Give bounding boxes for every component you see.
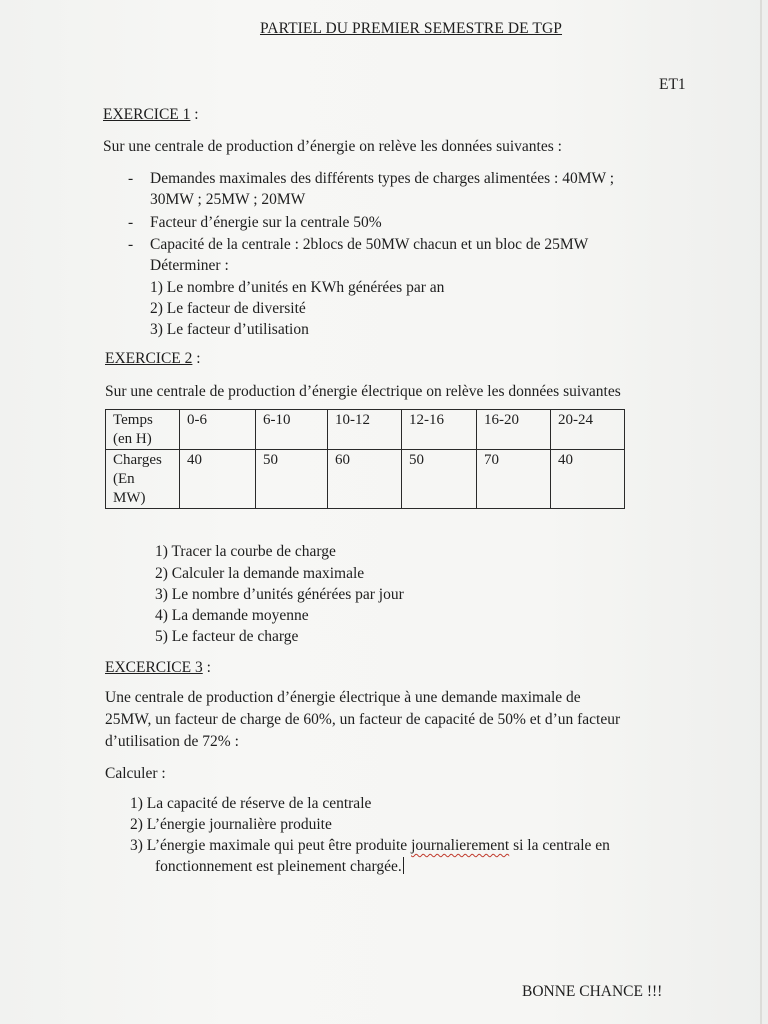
table-row-header-line: Charges xyxy=(113,452,162,468)
exercise-1-determine: Déterminer : xyxy=(150,257,229,274)
table-row-header-line: MW) xyxy=(113,490,146,506)
closing-note: BONNE CHANCE !!! xyxy=(522,983,663,1000)
exercise-3-question xyxy=(130,835,610,856)
exercise-1-intro: Sur une centrale de production d’énergie on relève les données suivantes : xyxy=(103,138,562,155)
exercise-2-question: 5) Le facteur de charge xyxy=(155,628,299,645)
table-cell: 40 xyxy=(551,450,625,509)
table-cell: 40 xyxy=(180,450,256,509)
exercise-1-colon: : xyxy=(190,106,199,123)
exercise-2-intro: Sur une centrale de production d’énergie électrique on relève les données suivantes xyxy=(105,383,621,400)
load-data-table xyxy=(105,409,625,509)
exercise-1-bullet: Facteur d’énergie sur la centrale 50% xyxy=(150,214,382,231)
exercise-2-colon: : xyxy=(192,350,201,367)
exercise-1-bullet: Demandes maximales des différents types de charges alimentées : 40MW ; xyxy=(150,170,615,187)
table-row-load xyxy=(106,450,625,509)
exercise-3-title: EXCERCICE 3 xyxy=(105,659,203,676)
exercise-1-bullet-continuation: 30MW ; 25MW ; 20MW xyxy=(150,191,306,208)
exercise-2-question: 1) Tracer la courbe de charge xyxy=(155,543,336,560)
text-cursor xyxy=(403,857,404,874)
table-cell: 20-24 xyxy=(551,410,625,450)
exercise-2-question: 2) Calculer la demande maximale xyxy=(155,565,365,582)
spelling-error-word[interactable]: journalierement xyxy=(411,837,510,854)
exercise-1-question: 3) Le facteur d’utilisation xyxy=(150,321,309,338)
table-cell: 60 xyxy=(328,450,402,509)
exercise-3-question: 2) L’énergie journalière produite xyxy=(130,816,332,833)
exercise-3-question-continuation[interactable] xyxy=(155,856,404,877)
document-code: ET1 xyxy=(659,76,686,93)
table-row-header-line: (En xyxy=(113,471,135,487)
bullet-dash: - xyxy=(128,170,134,187)
bullet-dash: - xyxy=(128,236,134,253)
table-cell: 12-16 xyxy=(402,410,477,450)
exercise-3-intro-line: Une centrale de production d’énergie électrique à une demande maximale de xyxy=(105,689,581,706)
exercise-3-question: 1) La capacité de réserve de la centrale xyxy=(130,795,372,812)
table-row-time xyxy=(106,410,625,450)
exercise-1-bullet: Capacité de la centrale : 2blocs de 50MW chacun et un bloc de 25MW xyxy=(150,236,589,253)
table-cell: 6-10 xyxy=(256,410,328,450)
exercise-2-heading xyxy=(105,348,201,369)
exercise-3-question-text: 3) L’énergie maximale qui peut être produite xyxy=(130,837,412,854)
exercise-3-intro-line: d’utilisation de 72% : xyxy=(105,733,239,750)
exercise-2-question: 3) Le nombre d’unités générées par jour xyxy=(155,586,404,603)
table-row-header xyxy=(106,450,180,509)
exercise-3-colon: : xyxy=(202,659,211,676)
exercise-1-heading xyxy=(103,104,199,125)
exercise-3-intro-line: 25MW, un facteur de charge de 60%, un facteur de capacité de 50% et d’un facteur xyxy=(105,711,621,728)
table-cell: 10-12 xyxy=(328,410,402,450)
exercise-1-question: 2) Le facteur de diversité xyxy=(150,300,306,317)
exercise-3-calculer: Calculer : xyxy=(105,765,166,782)
exercise-3-heading xyxy=(105,657,211,678)
exercise-2-question: 4) La demande moyenne xyxy=(155,607,309,624)
exercise-3-question-text: fonctionnement est pleinement chargée. xyxy=(155,858,402,875)
table-row-header-line: Temps xyxy=(113,412,153,428)
table-cell: 50 xyxy=(256,450,328,509)
page-title: PARTIEL DU PREMIER SEMESTRE DE TGP xyxy=(259,20,563,37)
exercise-3-question-text: si la centrale en xyxy=(509,837,610,854)
exercise-2-title: EXERCICE 2 xyxy=(105,350,193,367)
exercise-1-title: EXERCICE 1 xyxy=(103,106,191,123)
table-cell: 50 xyxy=(402,450,477,509)
table-cell: 16-20 xyxy=(477,410,551,450)
table-cell: 70 xyxy=(477,450,551,509)
table-cell: 0-6 xyxy=(180,410,256,450)
bullet-dash: - xyxy=(128,214,134,231)
exercise-1-question: 1) Le nombre d’unités en KWh générées par an xyxy=(150,279,445,296)
table-row-header xyxy=(106,410,180,450)
table-row-header-line: (en H) xyxy=(113,431,152,447)
